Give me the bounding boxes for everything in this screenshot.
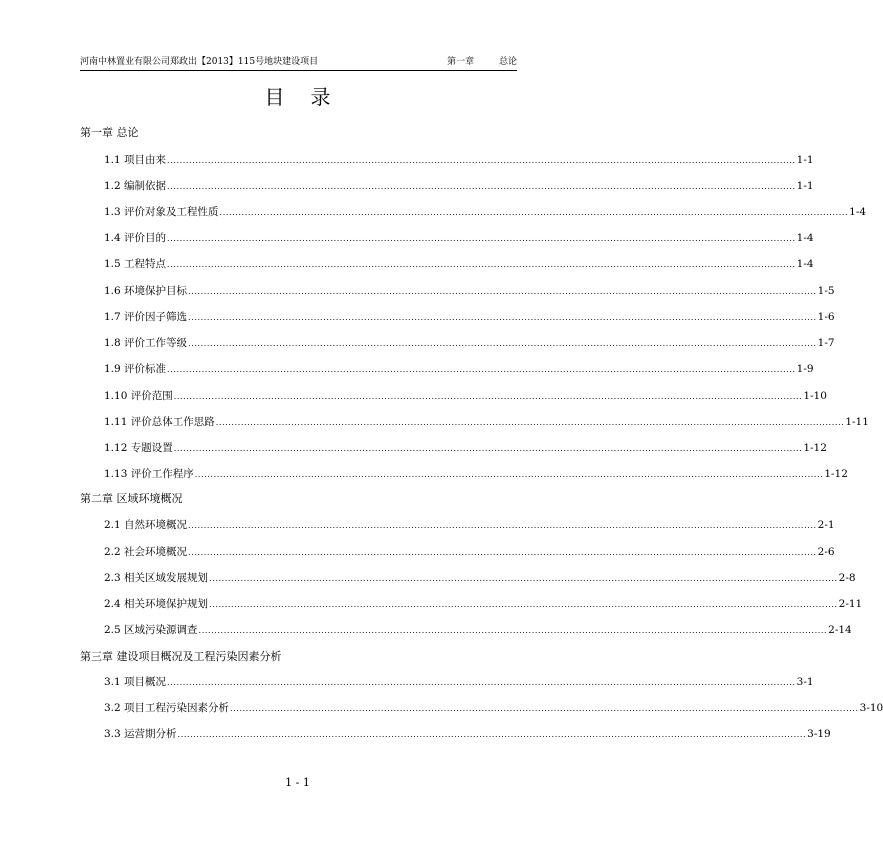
toc-entry-page: 3-19 — [807, 728, 831, 740]
toc-entry[interactable] — [104, 153, 814, 167]
toc-entry[interactable] — [104, 179, 814, 193]
toc-entry-label: 2.2 社会环境概况 — [104, 546, 188, 558]
header-chapter-info — [447, 55, 517, 69]
toc-entry-label: 1.7 评价因子筛选 — [104, 311, 188, 323]
page-number: 1 - 1 — [285, 776, 310, 789]
header-project-title: 河南中林置业有限公司郑政出【2013】115号地块建设项目 — [80, 57, 319, 67]
toc-entry[interactable] — [104, 467, 848, 481]
toc-entry[interactable] — [104, 727, 831, 741]
toc-entry-page: 1-10 — [803, 390, 827, 402]
toc-entry-label: 2.3 相关区域发展规划 — [104, 572, 209, 584]
toc-entry-label: 1.6 环境保护目标 — [104, 285, 188, 297]
toc-entry-page: 2-1 — [817, 519, 835, 531]
toc-leader-dots: ........................................................................................................................................................................................................ — [188, 521, 817, 530]
toc-leader-dots: ........................................................................................................................................................................................................ — [219, 208, 849, 217]
toc-entry[interactable] — [104, 257, 814, 271]
toc-entry[interactable] — [104, 701, 883, 715]
toc-entry-label: 3.2 项目工程污染因素分析 — [104, 702, 230, 714]
toc-entry-label: 1.5 工程特点 — [104, 258, 167, 270]
toc-leader-dots: ........................................................................................................................................................................................................ — [167, 156, 796, 165]
header-rule — [80, 70, 517, 71]
toc-entry-page: 1-12 — [803, 442, 827, 454]
toc-entry-label: 1.8 评价工作等级 — [104, 337, 188, 349]
toc-leader-dots: ........................................................................................................................................................................................................ — [173, 392, 803, 401]
toc-chapter-heading[interactable]: 第一章 总论 — [80, 126, 139, 139]
toc-entry-label: 1.3 评价对象及工程性质 — [104, 206, 219, 218]
toc-leader-dots: ........................................................................................................................................................................................................ — [209, 600, 838, 609]
toc-leader-dots: ........................................................................................................................................................................................................ — [209, 574, 838, 583]
toc-leader-dots: ........................................................................................................................................................................................................ — [167, 182, 796, 191]
toc-leader-dots: ........................................................................................................................................................................................................ — [198, 626, 828, 635]
toc-entry[interactable] — [104, 441, 827, 455]
toc-entry-page: 1-1 — [796, 180, 814, 192]
toc-entry-label: 1.1 项目由来 — [104, 154, 167, 166]
toc-entry-page: 2-14 — [828, 624, 852, 636]
toc-entry[interactable] — [104, 675, 814, 689]
toc-entry[interactable] — [104, 336, 835, 350]
toc-leader-dots: ........................................................................................................................................................................................................ — [188, 287, 817, 296]
toc-entry-label: 2.4 相关环境保护规划 — [104, 598, 209, 610]
toc-entry-label: 3.1 项目概况 — [104, 676, 167, 688]
toc-entry[interactable] — [104, 597, 863, 611]
toc-entry-page: 1-4 — [796, 232, 814, 244]
toc-leader-dots: ........................................................................................................................................................................................................ — [167, 260, 796, 269]
toc-entry[interactable] — [104, 415, 869, 429]
toc-entry-page: 2-11 — [838, 598, 863, 610]
toc-chapter-heading[interactable]: 第二章 区域环境概况 — [80, 492, 183, 505]
toc-entry-label: 2.5 区域污染源调查 — [104, 624, 198, 636]
toc-entry[interactable] — [104, 310, 835, 324]
toc-leader-dots: ........................................................................................................................................................................................................ — [188, 339, 817, 348]
toc-leader-dots: ........................................................................................................................................................................................................ — [167, 234, 796, 243]
toc-entry-label: 1.13 评价工作程序 — [104, 468, 194, 480]
toc-entry-label: 1.12 专题设置 — [104, 442, 173, 454]
toc-leader-dots: ........................................................................................................................................................................................................ — [167, 365, 796, 374]
toc-entry-page: 3-10 — [859, 702, 883, 714]
toc-leader-dots: ........................................................................................................................................................................................................ — [188, 548, 817, 557]
toc-entry-page: 1-5 — [817, 285, 835, 297]
header-section: 总论 — [498, 57, 517, 67]
toc-entry-label: 1.10 评价范围 — [104, 390, 173, 402]
toc-entry-page: 2-8 — [838, 572, 856, 584]
toc-entry-page: 1-9 — [796, 363, 814, 375]
header-chapter: 第一章 — [447, 57, 475, 67]
toc-entry-label: 1.2 编制依据 — [104, 180, 167, 192]
toc-leader-dots: ........................................................................................................................................................................................................ — [167, 678, 796, 687]
toc-entry[interactable] — [104, 284, 835, 298]
toc-entry[interactable] — [104, 205, 867, 219]
toc-entry[interactable] — [104, 362, 814, 376]
toc-chapter-heading[interactable]: 第三章 建设项目概况及工程污染因素分析 — [80, 650, 282, 663]
toc-entry[interactable] — [104, 545, 835, 559]
page-title: 目录 — [264, 85, 357, 109]
toc-entry[interactable] — [104, 518, 835, 532]
toc-entry-page: 1-6 — [817, 311, 835, 323]
toc-leader-dots: ........................................................................................................................................................................................................ — [188, 313, 817, 322]
toc-entry-label: 1.11 评价总体工作思路 — [104, 416, 215, 428]
toc-leader-dots: ........................................................................................................................................................................................................ — [173, 444, 803, 453]
toc-entry-page: 3-1 — [796, 676, 814, 688]
toc-entry[interactable] — [104, 231, 814, 245]
toc-entry[interactable] — [104, 623, 852, 637]
toc-leader-dots: ........................................................................................................................................................................................................ — [194, 470, 824, 479]
running-header — [80, 55, 517, 69]
toc-entry[interactable] — [104, 571, 856, 585]
toc-entry-label: 3.3 运营期分析 — [104, 728, 177, 740]
toc-leader-dots: ........................................................................................................................................................................................................ — [215, 418, 845, 427]
toc-entry[interactable] — [104, 389, 827, 403]
toc-entry-page: 1-7 — [817, 337, 835, 349]
toc-entry-page: 2-6 — [817, 546, 835, 558]
toc-entry-page: 1-12 — [824, 468, 848, 480]
toc-entry-label: 1.4 评价目的 — [104, 232, 167, 244]
toc-entry-page: 1-11 — [845, 416, 869, 428]
toc-entry-label: 1.9 评价标准 — [104, 363, 167, 375]
toc-entry-label: 2.1 自然环境概况 — [104, 519, 188, 531]
toc-entry-page: 1-4 — [849, 206, 867, 218]
toc-entry-page: 1-4 — [796, 258, 814, 270]
toc-entry-page: 1-1 — [796, 154, 814, 166]
toc-leader-dots: ........................................................................................................................................................................................................ — [177, 730, 807, 739]
toc-leader-dots: ........................................................................................................................................................................................................ — [230, 704, 859, 713]
